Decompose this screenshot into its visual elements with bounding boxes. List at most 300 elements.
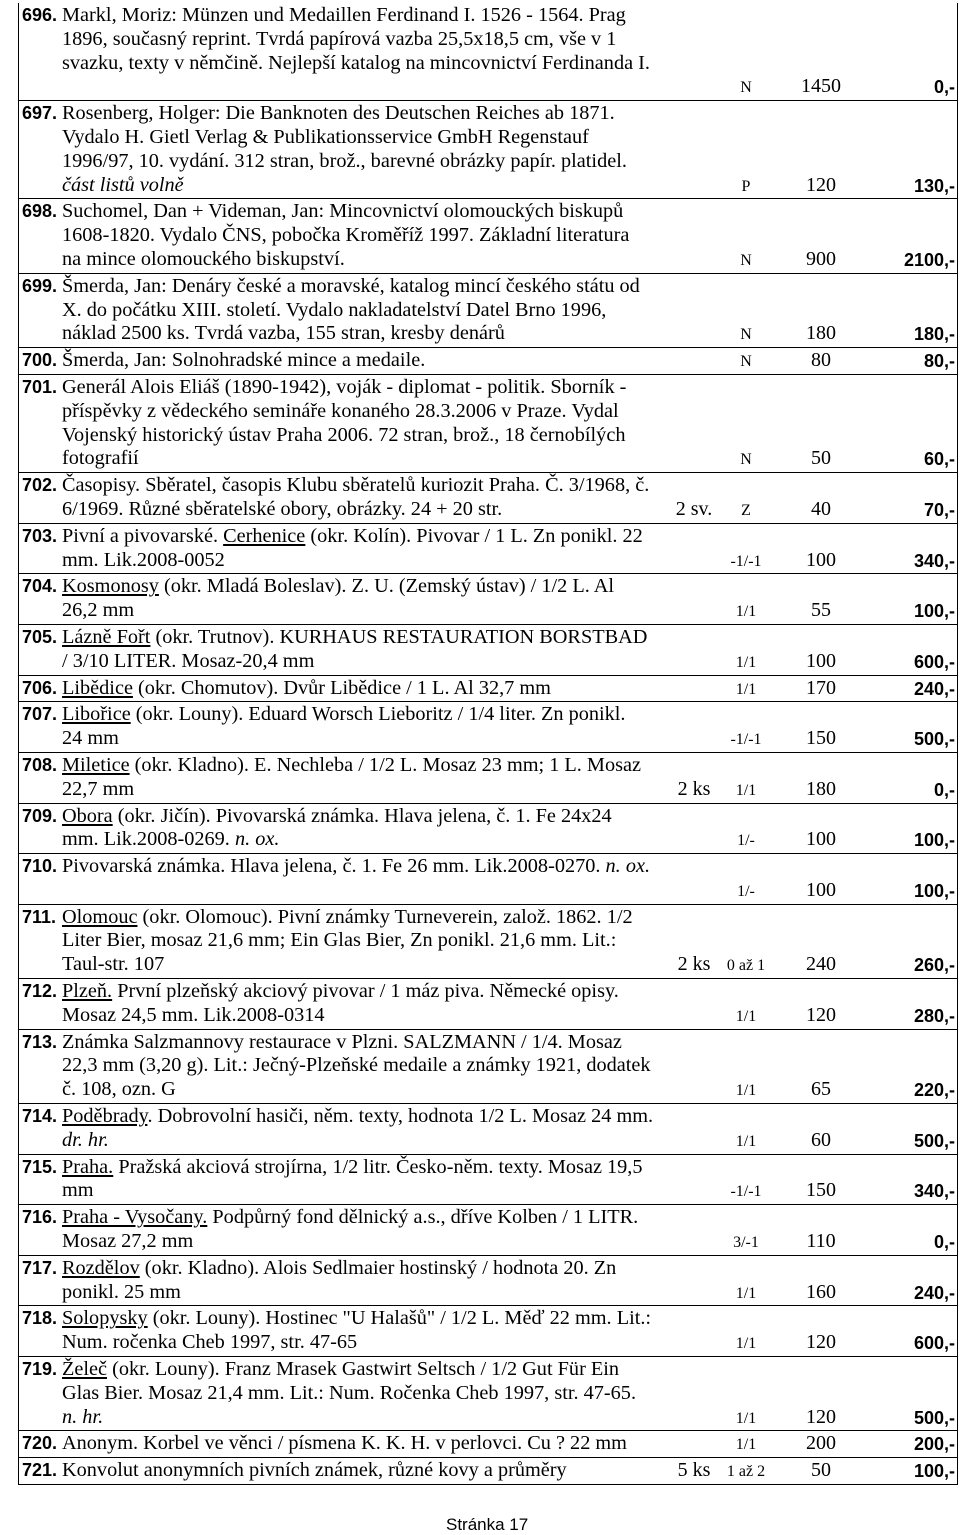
lot-description xyxy=(61,575,670,623)
description-text: č. 108, ozn. G xyxy=(62,1078,176,1101)
lot-result: 500,- xyxy=(913,1130,955,1151)
description-text: (okr. Chomutov). Dvůr Libědice / 1 L. Al 32,7 mm xyxy=(132,676,551,699)
lot-quantity: 2 ks xyxy=(677,777,711,800)
lot-quantity xyxy=(670,1078,718,1102)
lot-quantity xyxy=(670,248,718,272)
description-line xyxy=(62,424,670,448)
lot-description xyxy=(61,805,670,853)
lot-result: 0,- xyxy=(933,77,955,98)
starting-price: 120 xyxy=(806,173,836,196)
starting-price: 80 xyxy=(811,349,831,372)
lot-description xyxy=(61,677,670,701)
description-line xyxy=(62,980,670,1004)
starting-price: 170 xyxy=(806,676,836,699)
lot-number: 715. xyxy=(22,1156,58,1177)
description-line xyxy=(62,1331,670,1355)
description-line xyxy=(62,1459,670,1483)
lot-quantity xyxy=(670,174,718,198)
description-text: na mince olomouckého biskupství. xyxy=(62,247,345,270)
description-text: Num. ročenka Cheb 1997, str. 47-65 xyxy=(62,1331,358,1354)
place-name: Cerhenice xyxy=(223,524,306,547)
lot-condition: -1/-1 xyxy=(730,731,762,749)
lot-condition: Z xyxy=(741,501,751,519)
description-text: Vydalo H. Gietl Verlag & Publikationsservice GmbH Regenstauf xyxy=(62,125,589,148)
italic-note: n. ox. xyxy=(605,855,651,878)
lot-quantity xyxy=(670,650,718,674)
lot-result: 0,- xyxy=(933,779,955,800)
starting-price: 100 xyxy=(806,828,836,851)
description-text: 1896, současný reprint. Tvrdá papírová vazba 25,5x18,5 cm, vše v 1 xyxy=(62,27,617,50)
lot-result: 70,- xyxy=(923,499,955,520)
description-line xyxy=(62,599,670,623)
starting-price: 55 xyxy=(811,599,831,622)
lot-quantity xyxy=(670,549,718,573)
description-text: Liter Bier, mosaz 21,6 mm; Ein Glas Bier, Zn ponikl. 21,6 mm. Lit.: xyxy=(62,929,617,952)
lot-quantity: 2 ks xyxy=(677,953,711,976)
lot-condition: 0 až 1 xyxy=(726,957,766,975)
starting-price: 40 xyxy=(811,497,831,520)
lot-description xyxy=(61,474,670,522)
description-line xyxy=(62,102,670,126)
lot-number: 698. xyxy=(22,201,58,222)
lot-quantity xyxy=(670,677,718,701)
description-text: 24 mm xyxy=(62,727,119,750)
catalog-row xyxy=(19,702,957,753)
lot-result: 600,- xyxy=(913,1333,955,1354)
lot-condition: 1/1 xyxy=(735,1335,757,1353)
description-line xyxy=(62,400,670,424)
description-text: Podpůrný fond dělnický a.s., dříve Kolben / 1 LITR. xyxy=(207,1206,639,1229)
description-text: / 3/10 LITER. Mosaz-20,4 mm xyxy=(62,649,315,672)
lot-description xyxy=(61,4,670,99)
lot-number: 697. xyxy=(22,103,58,124)
place-name: Poděbrady xyxy=(62,1105,148,1128)
starting-price: 160 xyxy=(806,1280,836,1303)
description-line xyxy=(62,1406,670,1430)
lot-description xyxy=(61,1257,670,1305)
description-text: (okr. Louny). Hostinec "U Halašů" / 1/2 L. Měď 22 mm. Lit.: xyxy=(147,1307,652,1330)
lot-result: 130,- xyxy=(913,175,955,196)
catalog-row xyxy=(19,1256,957,1307)
lot-description xyxy=(61,626,670,674)
lot-result: 2100,- xyxy=(903,249,955,270)
italic-note: n. ox. xyxy=(234,828,280,851)
lot-description xyxy=(61,855,670,903)
catalog-row xyxy=(19,101,957,199)
lot-quantity xyxy=(670,1281,718,1305)
description-line xyxy=(62,754,670,778)
description-line xyxy=(62,1230,670,1254)
description-line xyxy=(62,4,670,28)
description-text: 1996/97, 10. vydání. 312 stran, brož., barevné obrázky papír. platidel. xyxy=(62,149,627,172)
description-text: Pražská akciová strojírna, 1/2 litr. Česko-něm. texty. Mosaz 19,5 xyxy=(113,1155,643,1178)
catalog-row xyxy=(19,1357,957,1431)
lot-number: 703. xyxy=(22,525,58,546)
lot-result: 340,- xyxy=(913,550,955,571)
catalog-row xyxy=(19,625,957,676)
lot-number: 709. xyxy=(22,805,58,826)
place-name: Libořice xyxy=(62,703,131,726)
lot-description xyxy=(61,376,670,471)
catalog-row xyxy=(19,979,957,1030)
catalog-row xyxy=(19,3,957,101)
description-text: Pivovarská známka. Hlava jelena, č. 1. Fe 26 mm. Lik.2008-0270. xyxy=(62,855,606,878)
description-text: 26,2 mm xyxy=(62,599,135,622)
lot-quantity xyxy=(670,879,718,903)
lot-condition: 1/1 xyxy=(735,1082,757,1100)
lot-number: 711. xyxy=(22,906,57,927)
description-line xyxy=(62,474,670,498)
lot-condition: -1/-1 xyxy=(730,1183,762,1201)
description-line xyxy=(62,1179,670,1203)
description-text: Vojenský historický ústav Praha 2006. 72 stran, brož., 18 černobílých xyxy=(62,423,626,446)
lot-quantity: 5 ks xyxy=(677,1459,711,1482)
description-line xyxy=(62,447,670,471)
lot-result: 60,- xyxy=(923,449,955,470)
lot-description xyxy=(61,1358,670,1429)
description-text: Časopisy. Sběratel, časopis Klubu sběratelů kuriozit Praha. Č. 3/1968, č. xyxy=(62,474,650,497)
description-line xyxy=(62,677,670,701)
lot-number: 707. xyxy=(22,704,58,725)
description-line xyxy=(62,174,670,198)
lot-condition: 1/1 xyxy=(735,1436,757,1454)
catalog-row xyxy=(19,274,957,348)
lot-condition: 1/1 xyxy=(735,1007,757,1025)
lot-result: 500,- xyxy=(913,1407,955,1428)
catalog-table xyxy=(18,3,958,1485)
lot-result: 80,- xyxy=(923,351,955,372)
description-text: (okr. Kladno). E. Nechleba / 1/2 L. Mosaz 23 mm; 1 L. Mosaz xyxy=(129,753,642,776)
catalog-row xyxy=(19,854,957,905)
description-text: Glas Bier. Mosaz 21,4 mm. Lit.: Num. Ročenka Cheb 1997, str. 47-65. xyxy=(62,1381,637,1404)
lot-description xyxy=(61,906,670,977)
starting-price: 150 xyxy=(806,1179,836,1202)
lot-number: 705. xyxy=(22,626,58,647)
description-line xyxy=(62,727,670,751)
description-line xyxy=(62,626,670,650)
catalog-row xyxy=(19,524,957,575)
description-line xyxy=(62,855,670,879)
place-name: Miletice xyxy=(62,753,130,776)
lot-result: 100,- xyxy=(913,830,955,851)
catalog-row xyxy=(19,1104,957,1155)
description-line xyxy=(62,1129,670,1153)
description-line xyxy=(62,1156,670,1180)
starting-price: 100 xyxy=(806,548,836,571)
description-line xyxy=(62,828,670,852)
lot-result: 500,- xyxy=(913,729,955,750)
catalog-row xyxy=(19,574,957,625)
description-line xyxy=(62,376,670,400)
description-line xyxy=(62,1206,670,1230)
description-line xyxy=(62,1307,670,1331)
page-number: Stránka 17 xyxy=(446,1515,529,1534)
description-text: Šmerda, Jan: Denáry české a moravské, katalog mincí českého státu od xyxy=(62,274,640,297)
lot-number: 696. xyxy=(22,5,58,25)
lot-number: 717. xyxy=(22,1257,58,1278)
lot-condition: N xyxy=(740,251,752,269)
description-text: (okr. Louny). Eduard Worsch Lieboritz / 1/4 liter. Zn ponikl. xyxy=(130,703,626,726)
catalog-row xyxy=(19,348,957,375)
starting-price: 120 xyxy=(806,1331,836,1354)
lot-condition: N xyxy=(740,326,752,344)
description-line xyxy=(62,906,670,930)
lot-description xyxy=(61,1105,670,1153)
lot-condition: 1/1 xyxy=(735,1132,757,1150)
place-name: Praha - Vysočany. xyxy=(62,1206,208,1229)
description-text: Generál Alois Eliáš (1890-1942), voják - diplomat - politik. Sborník - xyxy=(62,375,627,398)
description-text: Markl, Moriz: Münzen und Medaillen Ferdinand I. 1526 - 1564. Prag xyxy=(62,4,626,26)
lot-result: 200,- xyxy=(913,1434,955,1455)
lot-description xyxy=(61,1206,670,1254)
catalog-row xyxy=(19,1458,957,1485)
lot-description xyxy=(61,754,670,802)
lot-description xyxy=(61,1432,670,1456)
lot-description xyxy=(61,349,670,373)
description-text: mm. Lik.2008-0269. xyxy=(62,828,235,851)
description-text: 22,7 mm xyxy=(62,777,135,800)
description-text: (okr. Louny). Franz Mrasek Gastwirt Seltsch / 1/2 Gut Für Ein xyxy=(107,1358,620,1381)
lot-description xyxy=(61,1031,670,1102)
starting-price: 150 xyxy=(806,727,836,750)
description-text: Mosaz 24,5 mm. Lik.2008-0314 xyxy=(62,1003,325,1026)
lot-quantity xyxy=(670,447,718,471)
lot-quantity xyxy=(670,1129,718,1153)
lot-condition: 3/-1 xyxy=(733,1234,759,1252)
starting-price: 100 xyxy=(806,649,836,672)
starting-price: 50 xyxy=(811,1459,831,1482)
lot-number: 702. xyxy=(22,475,58,496)
lot-description xyxy=(61,703,670,751)
lot-number: 713. xyxy=(22,1031,58,1052)
description-line xyxy=(62,1054,670,1078)
description-line xyxy=(62,879,670,903)
description-text: Konvolut anonymních pivních známek, různé kovy a průměry xyxy=(62,1459,567,1482)
catalog-row xyxy=(19,1155,957,1206)
catalog-row xyxy=(19,473,957,524)
description-line xyxy=(62,575,670,599)
starting-price: 50 xyxy=(811,447,831,470)
lot-quantity xyxy=(670,1004,718,1028)
description-text: Známka Salzmannovy restaurace v Plzni. SALZMANN / 1/4. Mosaz xyxy=(62,1030,622,1053)
lot-condition: P xyxy=(741,177,751,195)
starting-price: 180 xyxy=(806,777,836,800)
description-line xyxy=(62,248,670,272)
description-line xyxy=(62,224,670,248)
lot-number: 718. xyxy=(22,1308,58,1329)
place-name: Solopysky xyxy=(62,1307,148,1330)
catalog-row xyxy=(19,375,957,473)
lot-quantity xyxy=(670,1331,718,1355)
lot-condition: N xyxy=(740,79,752,97)
lot-description xyxy=(61,1156,670,1204)
description-line xyxy=(62,953,670,977)
description-text: 22,3 mm (3,20 g). Lit.: Ječný-Plzeňské medaile a známky 1921, dodatek xyxy=(62,1054,651,1077)
italic-note: dr. hr. xyxy=(62,1128,109,1151)
lot-result: 600,- xyxy=(913,651,955,672)
lot-quantity xyxy=(670,75,718,99)
lot-condition: 1/1 xyxy=(735,680,757,698)
lot-condition: 1/1 xyxy=(735,1409,757,1427)
catalog-row xyxy=(19,1030,957,1104)
starting-price: 65 xyxy=(811,1078,831,1101)
description-text: (okr. Kladno). Alois Sedlmaier hostinský / hodnota 20. Zn xyxy=(139,1256,617,1279)
place-name: Olomouc xyxy=(62,905,138,928)
description-line xyxy=(62,52,670,76)
lot-quantity xyxy=(670,1230,718,1254)
lot-description xyxy=(61,1459,670,1483)
catalog-row xyxy=(19,905,957,979)
lot-condition: -1/-1 xyxy=(730,552,762,570)
description-line xyxy=(62,1257,670,1281)
description-text: X. do počátku XIII. století. Vydalo nakladatelství Datel Brno 1996, xyxy=(62,298,607,321)
catalog-row xyxy=(19,753,957,804)
place-name: Želeč xyxy=(62,1358,108,1381)
description-text: ponikl. 25 mm xyxy=(62,1280,181,1303)
description-text: (okr. Mladá Boleslav). Z. U. (Zemský ústav) / 1/2 L. Al xyxy=(158,575,615,598)
description-line xyxy=(62,1432,670,1456)
lot-condition: 1/1 xyxy=(735,653,757,671)
lot-result: 340,- xyxy=(913,1181,955,1202)
place-name: Kosmonosy xyxy=(62,575,159,598)
description-line xyxy=(62,150,670,174)
lot-number: 721. xyxy=(22,1460,58,1481)
lot-quantity xyxy=(670,727,718,751)
description-text: 1608-1820. Vydalo ČNS, pobočka Kroměříž 1997. Základní literatura xyxy=(62,224,630,247)
lot-condition: N xyxy=(740,451,752,469)
starting-price: 100 xyxy=(806,878,836,901)
description-line xyxy=(62,929,670,953)
description-line xyxy=(62,650,670,674)
description-line xyxy=(62,1004,670,1028)
lot-condition: N xyxy=(740,353,752,371)
description-text: mm xyxy=(62,1179,94,1202)
description-line xyxy=(62,525,670,549)
lot-number: 712. xyxy=(22,981,58,1002)
lot-condition: 1/1 xyxy=(735,781,757,799)
description-text: (okr. Olomouc). Pivní známky Turneverein, založ. 1862. 1/2 xyxy=(137,905,633,928)
lot-description xyxy=(61,200,670,271)
description-line xyxy=(62,1382,670,1406)
place-name: Plzeň. xyxy=(62,980,113,1003)
lot-quantity xyxy=(670,828,718,852)
description-text: Anonym. Korbel ve věnci / písmena K. K. H. v perlovci. Cu ? 22 mm xyxy=(62,1432,627,1455)
description-line xyxy=(62,126,670,150)
lot-result: 240,- xyxy=(913,678,955,699)
description-text: příspěvky z vědeckého semináře konaného 28.3.2006 v Praze. Vydal xyxy=(62,399,619,422)
lot-description xyxy=(61,1307,670,1355)
lot-number: 704. xyxy=(22,576,58,597)
lot-quantity xyxy=(670,1179,718,1203)
lot-condition: 1/- xyxy=(737,882,755,900)
description-text: 6/1969. Různé sběratelské obory, obrázky. 24 + 20 str. xyxy=(62,497,503,520)
description-text: mm. Lik.2008-0052 xyxy=(62,548,225,571)
lot-result: 100,- xyxy=(913,880,955,901)
description-line xyxy=(62,349,670,373)
lot-number: 719. xyxy=(22,1359,58,1380)
lot-condition: 1/1 xyxy=(735,603,757,621)
italic-note: část listů volně xyxy=(62,173,184,196)
description-line xyxy=(62,28,670,52)
lot-number: 699. xyxy=(22,275,58,296)
description-text: Rosenberg, Holger: Die Banknoten des Deutschen Reiches ab 1871. xyxy=(62,102,615,125)
lot-quantity xyxy=(670,1432,718,1456)
starting-price: 900 xyxy=(806,247,836,270)
description-text: Mosaz 27,2 mm xyxy=(62,1230,194,1253)
description-line xyxy=(62,275,670,299)
description-text: náklad 2500 ks. Tvrdá vazba, 155 stran, kresby denárů xyxy=(62,322,505,345)
place-name: Lázně Fořt xyxy=(62,625,151,648)
lot-description xyxy=(61,980,670,1028)
description-text: Pivní a pivovarské. xyxy=(62,524,224,547)
lot-number: 714. xyxy=(22,1106,58,1127)
catalog-row xyxy=(19,1306,957,1357)
description-line xyxy=(62,1358,670,1382)
description-text: . Dobrovolní hasiči, něm. texty, hodnota 1/2 L. Mosaz 24 mm. xyxy=(147,1105,654,1128)
lot-number: 710. xyxy=(22,856,58,877)
catalog-row xyxy=(19,676,957,703)
lot-condition: 1/1 xyxy=(735,1284,757,1302)
description-text: svazku, texty v němčině. Nejlepší katalog na mincovnictví Ferdinanda I. xyxy=(62,51,650,74)
lot-result: 240,- xyxy=(913,1282,955,1303)
lot-number: 706. xyxy=(22,677,58,698)
lot-result: 220,- xyxy=(913,1080,955,1101)
lot-condition: 1 až 2 xyxy=(726,1463,766,1481)
starting-price: 110 xyxy=(806,1230,836,1253)
description-text: (okr. Trutnov). KURHAUS RESTAURATION BORSTBAD xyxy=(150,625,648,648)
place-name: Rozdělov xyxy=(62,1256,140,1279)
lot-description xyxy=(61,275,670,346)
lot-quantity xyxy=(670,1406,718,1430)
place-name: Praha. xyxy=(62,1155,114,1178)
description-line xyxy=(62,549,670,573)
lot-number: 716. xyxy=(22,1207,58,1228)
lot-condition: 1/- xyxy=(737,832,755,850)
description-line xyxy=(62,200,670,224)
description-line xyxy=(62,322,670,346)
lot-result: 0,- xyxy=(933,1232,955,1253)
description-line xyxy=(62,1031,670,1055)
description-text: Suchomel, Dan + Videman, Jan: Mincovnictví olomouckých biskupů xyxy=(62,200,624,223)
lot-quantity xyxy=(670,349,718,373)
italic-note: n. hr. xyxy=(62,1405,104,1428)
description-line xyxy=(62,1078,670,1102)
lot-description xyxy=(61,102,670,197)
description-line xyxy=(62,703,670,727)
place-name: Obora xyxy=(62,804,113,827)
lot-number: 720. xyxy=(22,1433,58,1454)
lot-result: 100,- xyxy=(913,601,955,622)
description-text: (okr. Kolín). Pivovar / 1 L. Zn ponikl. 22 xyxy=(305,524,643,547)
description-text: První plzeňský akciový pivovar / 1 máz piva. Německé opisy. xyxy=(112,980,619,1003)
lot-number: 700. xyxy=(22,350,58,371)
catalog-row xyxy=(19,804,957,855)
description-line xyxy=(62,1105,670,1129)
catalog-row xyxy=(19,199,957,273)
description-text: Šmerda, Jan: Solnohradské mince a medaile. xyxy=(62,349,426,372)
lot-number: 701. xyxy=(22,376,58,397)
lot-result: 100,- xyxy=(913,1461,955,1482)
starting-price: 60 xyxy=(811,1128,831,1151)
description-line xyxy=(62,498,670,522)
catalog-row xyxy=(19,1431,957,1458)
description-text: Taul-str. 107 xyxy=(62,953,165,976)
lot-result: 260,- xyxy=(913,955,955,976)
starting-price: 240 xyxy=(806,953,836,976)
description-text: fotografií xyxy=(62,447,139,470)
starting-price: 180 xyxy=(806,322,836,345)
lot-number: 708. xyxy=(22,754,58,775)
